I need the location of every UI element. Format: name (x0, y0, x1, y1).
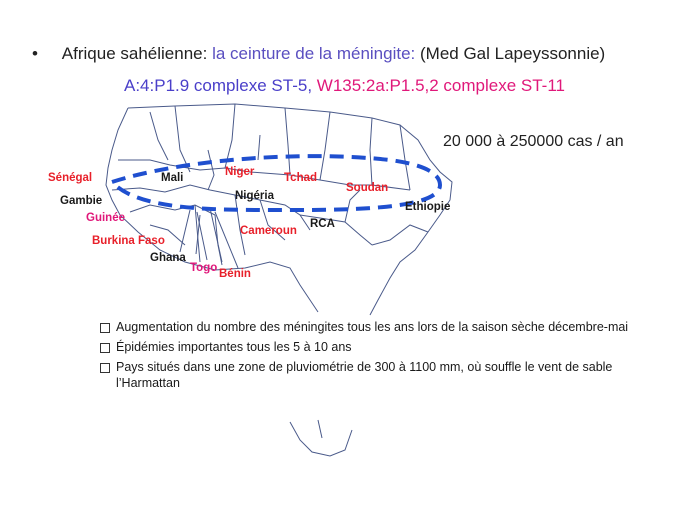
bullet-icon: • (32, 44, 38, 63)
label-gambie: Gambie (60, 195, 103, 207)
list-item: Augmentation du nombre des méningites tous les ans lors de la saison sèche décembre-mai (100, 319, 660, 335)
label-niger: Niger (225, 166, 255, 178)
label-soudan: Soudan (346, 182, 389, 194)
label-senegal: Sénégal (48, 172, 93, 184)
strain-w135: W135:2a:P1.5,2 complexe ST-11 (316, 76, 565, 95)
checkbox-square-icon (100, 363, 110, 373)
country-borders (106, 104, 452, 456)
label-nigeria: Nigéria (235, 190, 274, 202)
label-mali: Mali (161, 172, 184, 184)
label-burkina: Burkina Faso (92, 235, 165, 247)
label-tchad: Tchad (284, 172, 318, 184)
heading-belt: la ceinture de la méningite: (212, 44, 416, 63)
list-item: Épidémies importantes tous les 5 à 10 ans (100, 339, 660, 355)
label-guinee: Guinée (86, 212, 125, 224)
list-item: Pays situés dans une zone de pluviométrie de 300 à 1100 mm, où souffle le vent de sable l’Harmattan (100, 359, 660, 391)
heading-author: (Med Gal Lapeyssonnie) (420, 44, 606, 63)
label-cameroun: Cameroun (240, 225, 297, 237)
checkbox-square-icon (100, 323, 110, 333)
cases-per-year: 20 000 à 250000 cas / an (443, 133, 624, 150)
bullet-list (100, 319, 660, 395)
heading-region: Afrique sahélienne: (61, 44, 208, 63)
label-rca: RCA (310, 218, 335, 230)
checkbox-square-icon (100, 343, 110, 353)
label-benin: Bénin (219, 268, 251, 280)
label-ethiopie: Ethiopie (405, 201, 451, 213)
label-togo: Togo (190, 262, 218, 274)
strain-a: A:4:P1.9 complexe ST-5, (124, 76, 313, 95)
label-ghana: Ghana (150, 252, 186, 264)
